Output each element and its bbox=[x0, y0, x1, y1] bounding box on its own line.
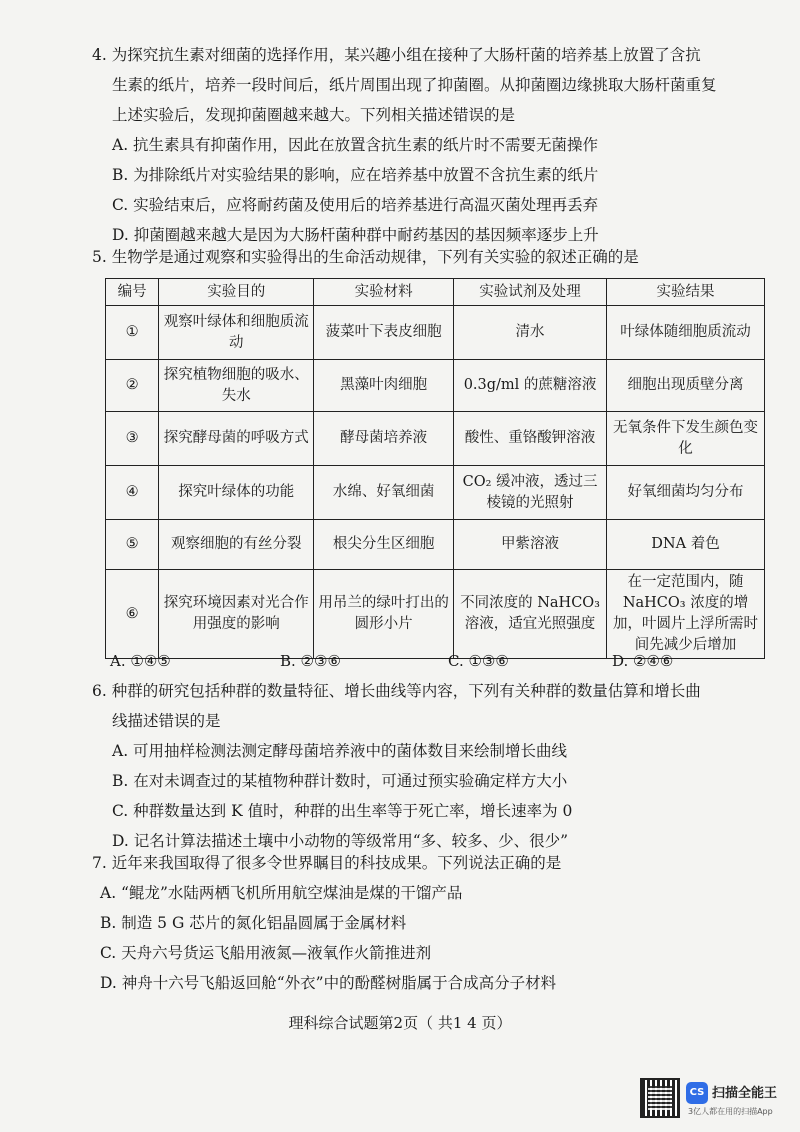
page-footer: 理科综合试题第2页（ 共1 4 页） bbox=[288, 1014, 512, 1032]
table-cell: 叶绿体随细胞质流动 bbox=[607, 306, 765, 360]
table-cell: 无氧条件下发生颜色变化 bbox=[607, 412, 765, 466]
table-cell: 探究环境因素对光合作用强度的影响 bbox=[159, 570, 314, 659]
table-cell: 用吊兰的绿叶打出的圆形小片 bbox=[314, 570, 454, 659]
table-header-cell: 编号 bbox=[106, 279, 159, 306]
q6-stem-line-2: 线描述错误的是 bbox=[112, 712, 221, 730]
q7-option-d: D. 神舟十六号飞船返回舱“外衣”中的酚醛树脂属于合成高分子材料 bbox=[100, 974, 557, 992]
q6-option-c: C. 种群数量达到 K 值时，种群的出生率等于死亡率，增长速率为 0 bbox=[112, 802, 573, 820]
table-cell: 好氧细菌均匀分布 bbox=[607, 466, 765, 520]
q4-option-b: B. 为排除纸片对实验结果的影响，应在培养基中放置不含抗生素的纸片 bbox=[112, 166, 599, 184]
q6-option-a: A. 可用抽样检测法测定酵母菌培养液中的菌体数目来绘制增长曲线 bbox=[112, 742, 568, 760]
q7-option-c: C. 天舟六号货运飞船用液氮—液氧作火箭推进剂 bbox=[100, 944, 432, 962]
q4-stem-line-3: 上述实验后，发现抑菌圈越来越大。下列相关描述错误的是 bbox=[112, 106, 516, 124]
table-cell: ⑥ bbox=[106, 570, 159, 659]
table-cell: 不同浓度的 NaHCO₃ 溶液，适宜光照强度 bbox=[454, 570, 607, 659]
qr-code-icon bbox=[640, 1078, 680, 1118]
table-cell: 观察细胞的有丝分裂 bbox=[159, 520, 314, 570]
table-header-row bbox=[106, 279, 765, 306]
table-row bbox=[106, 570, 765, 659]
table-cell: 甲紫溶液 bbox=[454, 520, 607, 570]
table-cell: 水绵、好氧细菌 bbox=[314, 466, 454, 520]
table-cell: ③ bbox=[106, 412, 159, 466]
experiment-table bbox=[105, 278, 765, 659]
table-cell: 清水 bbox=[454, 306, 607, 360]
q4-stem-line-1: 4. 为探究抗生素对细菌的选择作用，某兴趣小组在接种了大肠杆菌的培养基上放置了含抗 bbox=[92, 46, 701, 64]
watermark-brand: 扫描全能王 bbox=[712, 1086, 778, 1101]
table-header-cell: 实验试剂及处理 bbox=[454, 279, 607, 306]
question-4 bbox=[92, 40, 762, 250]
q6-stem-line-1: 6. 种群的研究包括种群的数量特征、增长曲线等内容，下列有关种群的数量估算和增长曲 bbox=[92, 682, 701, 700]
q5-option-a: A. ①④⑤ bbox=[110, 652, 171, 670]
camscanner-logo-icon: CS bbox=[686, 1082, 708, 1104]
q6-option-b: B. 在对未调查过的某植物种群计数时，可通过预实验确定样方大小 bbox=[112, 772, 568, 790]
table-cell: 细胞出现质壁分离 bbox=[607, 360, 765, 412]
table-cell: 探究叶绿体的功能 bbox=[159, 466, 314, 520]
table-cell: 探究植物细胞的吸水、失水 bbox=[159, 360, 314, 412]
table-row bbox=[106, 466, 765, 520]
table-cell: CO₂ 缓冲液，透过三棱镜的光照射 bbox=[454, 466, 607, 520]
table-cell: 观察叶绿体和细胞质流动 bbox=[159, 306, 314, 360]
table-header-cell: 实验目的 bbox=[159, 279, 314, 306]
table-cell: 菠菜叶下表皮细胞 bbox=[314, 306, 454, 360]
table-cell: 酸性、重铬酸钾溶液 bbox=[454, 412, 607, 466]
table-cell: 酵母菌培养液 bbox=[314, 412, 454, 466]
q6-option-d: D. 记名计算法描述土壤中小动物的等级常用“多、较多、少、很少” bbox=[112, 832, 569, 850]
q5-option-c: C. ①③⑥ bbox=[448, 652, 509, 670]
table-cell: 0.3g/ml 的蔗糖溶液 bbox=[454, 360, 607, 412]
q5-stem: 5. 生物学是通过观察和实验得出的生命活动规律，下列有关实验的叙述正确的是 bbox=[92, 248, 639, 266]
table-header-cell: 实验结果 bbox=[607, 279, 765, 306]
watermark-tagline: 3亿人都在用的扫描App bbox=[688, 1107, 773, 1116]
table-cell: 黑藻叶肉细胞 bbox=[314, 360, 454, 412]
q4-option-d: D. 抑菌圈越来越大是因为大肠杆菌种群中耐药基因的基因频率逐步上升 bbox=[112, 226, 599, 244]
question-5 bbox=[92, 242, 762, 272]
q7-stem: 7. 近年来我国取得了很多令世界瞩目的科技成果。下列说法正确的是 bbox=[92, 854, 562, 872]
q7-option-b: B. 制造 5 G 芯片的氮化铝晶圆属于金属材料 bbox=[100, 914, 407, 932]
question-7 bbox=[92, 848, 762, 998]
table-header-cell: 实验材料 bbox=[314, 279, 454, 306]
table-cell: 根尖分生区细胞 bbox=[314, 520, 454, 570]
q4-option-a: A. 抗生素具有抑菌作用，因此在放置含抗生素的纸片时不需要无菌操作 bbox=[112, 136, 599, 154]
scanner-watermark bbox=[640, 1078, 790, 1122]
q5-option-d: D. ②④⑥ bbox=[612, 652, 674, 670]
table-cell: ④ bbox=[106, 466, 159, 520]
table-cell: ⑤ bbox=[106, 520, 159, 570]
table-row bbox=[106, 520, 765, 570]
table-row bbox=[106, 412, 765, 466]
q7-option-a: A. “鲲龙”水陆两栖飞机所用航空煤油是煤的干馏产品 bbox=[100, 884, 463, 902]
table-cell: 探究酵母菌的呼吸方式 bbox=[159, 412, 314, 466]
table-cell: ① bbox=[106, 306, 159, 360]
table-cell: ② bbox=[106, 360, 159, 412]
question-6 bbox=[92, 676, 762, 856]
q4-option-c: C. 实验结束后，应将耐药菌及使用后的培养基进行高温灭菌处理再丢弃 bbox=[112, 196, 599, 214]
table-row bbox=[106, 360, 765, 412]
q4-stem-line-2: 生素的纸片，培养一段时间后，纸片周围出现了抑菌圈。从抑菌圈边缘挑取大肠杆菌重复 bbox=[112, 76, 717, 94]
table-cell: DNA 着色 bbox=[607, 520, 765, 570]
q5-option-b: B. ②③⑥ bbox=[280, 652, 341, 670]
table-cell: 在一定范围内，随 NaHCO₃ 浓度的增加，叶圆片上浮所需时间先减少后增加 bbox=[607, 570, 765, 659]
table-row bbox=[106, 306, 765, 360]
